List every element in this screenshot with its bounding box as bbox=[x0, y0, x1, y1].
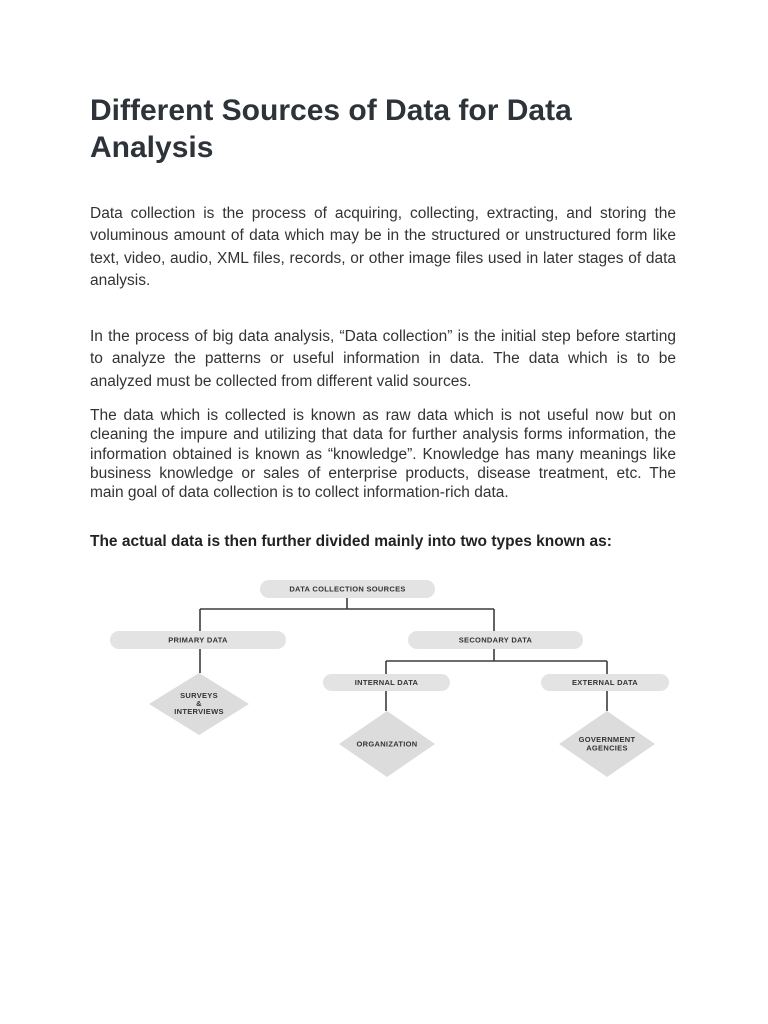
paragraph-data-collection: Data collection is the process of acquiring, collecting, extracting, and storing the voluminous amount of data which may be in the structured or unstructured form like text, video, audio, XML files, records, or other image files used in later stages of data analysis. bbox=[90, 205, 676, 289]
node-government bbox=[559, 711, 655, 777]
node-internal bbox=[323, 674, 450, 691]
node-internal-label: INTERNAL DATA bbox=[354, 677, 419, 687]
node-root bbox=[260, 580, 435, 598]
node-government-label-1: GOVERNMENT bbox=[578, 734, 636, 744]
data-sources-diagram bbox=[88, 572, 688, 792]
node-surveys bbox=[149, 673, 249, 735]
node-root-label: DATA COLLECTION SOURCES bbox=[289, 584, 406, 594]
node-primary bbox=[110, 631, 286, 649]
paragraph-raw-data: The data which is collected is known as raw data which is not useful now but on cleaning the impure and utilizing that data for further analysis forms information, the information obtained is known as “knowledge”. Knowledge has many meanings like business knowledge or sales of enterprise products, disease treatment, etc. The main goal of data collection is to collect information-rich data. bbox=[90, 407, 676, 502]
node-surveys-label-1: SURVEYS bbox=[180, 690, 218, 700]
diagram-connectors bbox=[200, 597, 607, 711]
paragraph-process: In the process of big data analysis, “Data collection” is the initial step before starting to analyze the patterns or useful information in data. The data which is to be analyzed must be collected from different valid sources. bbox=[90, 328, 676, 390]
node-surveys-label-3: INTERVIEWS bbox=[174, 706, 224, 716]
page-title: Different Sources of Data for Data Analysis bbox=[90, 94, 572, 164]
node-external-label: EXTERNAL DATA bbox=[572, 677, 638, 687]
diagram-svg bbox=[88, 572, 688, 792]
node-external bbox=[541, 674, 669, 691]
lead-sentence: The actual data is then further divided mainly into two types known as: bbox=[90, 533, 612, 550]
node-secondary bbox=[408, 631, 583, 649]
node-organization-label: ORGANIZATION bbox=[356, 739, 418, 749]
node-surveys-label-2: & bbox=[196, 698, 202, 708]
node-secondary-label: SECONDARY DATA bbox=[458, 635, 533, 645]
node-government-label-2: AGENCIES bbox=[586, 743, 628, 753]
node-primary-label: PRIMARY DATA bbox=[168, 635, 228, 645]
node-organization bbox=[339, 711, 435, 777]
